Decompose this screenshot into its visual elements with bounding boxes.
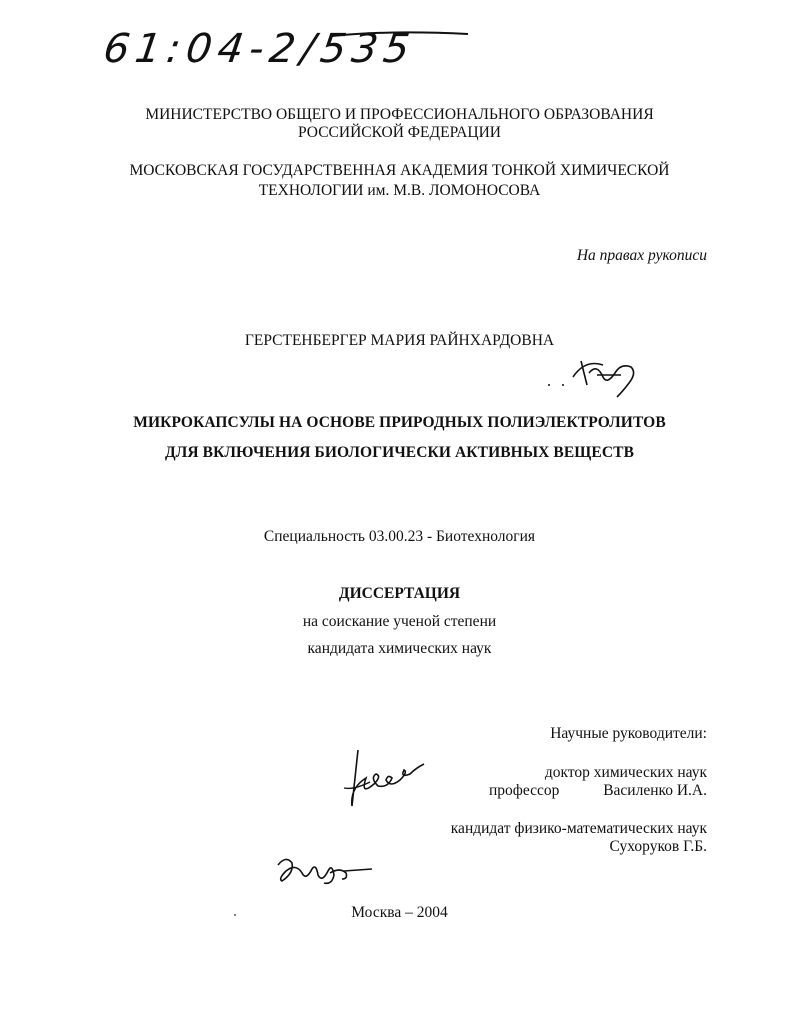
- supervisor-1-name: Василенко И.А.: [603, 782, 707, 799]
- supervisor-2-signature: [272, 855, 377, 890]
- title-line-2: ДЛЯ ВКЛЮЧЕНИЯ БИОЛОГИЧЕСКИ АКТИВНЫХ ВЕЩЕСТВ: [164, 444, 635, 461]
- footer-city-year: Москва – 2004: [351, 904, 448, 921]
- specialty: Специальность 03.00.23 - Биотехнология: [263, 528, 536, 545]
- supervisor-1-degree: доктор химических наук: [544, 764, 707, 781]
- academy-line-2: ТЕХНОЛОГИИ им. М.В. ЛОМОНОСОВА: [258, 182, 541, 199]
- supervisor-1-signature: [330, 748, 430, 813]
- academy-line-1: МОСКОВСКАЯ ГОСУДАРСТВЕННАЯ АКАДЕМИЯ ТОНКОЙ ХИМИЧЕСКОЙ: [129, 162, 670, 179]
- author-name: ГЕРСТЕНБЕРГЕР МАРИЯ РАЙНХАРДОВНА: [244, 332, 555, 349]
- handwritten-code-underline: [330, 30, 470, 40]
- author-signature: [545, 355, 655, 400]
- supervisor-1-title: профессор: [489, 782, 560, 799]
- ministry-line-1: МИНИСТЕРСТВО ОБЩЕГО И ПРОФЕССИОНАЛЬНОГО ОБРАЗОВАНИЯ: [145, 106, 654, 123]
- title-line-1: МИКРОКАПСУЛЫ НА ОСНОВЕ ПРИРОДНЫХ ПОЛИЭЛЕКТРОЛИТОВ: [133, 414, 666, 431]
- dissertation-heading: ДИССЕРТАЦИЯ: [338, 585, 461, 602]
- supervisor-2-name: Сухоруков Г.Б.: [609, 838, 707, 855]
- dissertation-line-1: на соискание ученой степени: [302, 613, 497, 630]
- dissertation-line-2: кандидата химических наук: [307, 640, 492, 657]
- handwritten-code: 61:04-2/535: [100, 26, 419, 72]
- manuscript-note: На правах рукописи: [576, 247, 707, 264]
- ministry-line-2: РОССИЙСКОЙ ФЕДЕРАЦИИ: [298, 124, 501, 141]
- supervisors-heading: Научные руководители:: [550, 725, 707, 742]
- supervisor-2-degree: кандидат физико-математических наук: [450, 820, 707, 837]
